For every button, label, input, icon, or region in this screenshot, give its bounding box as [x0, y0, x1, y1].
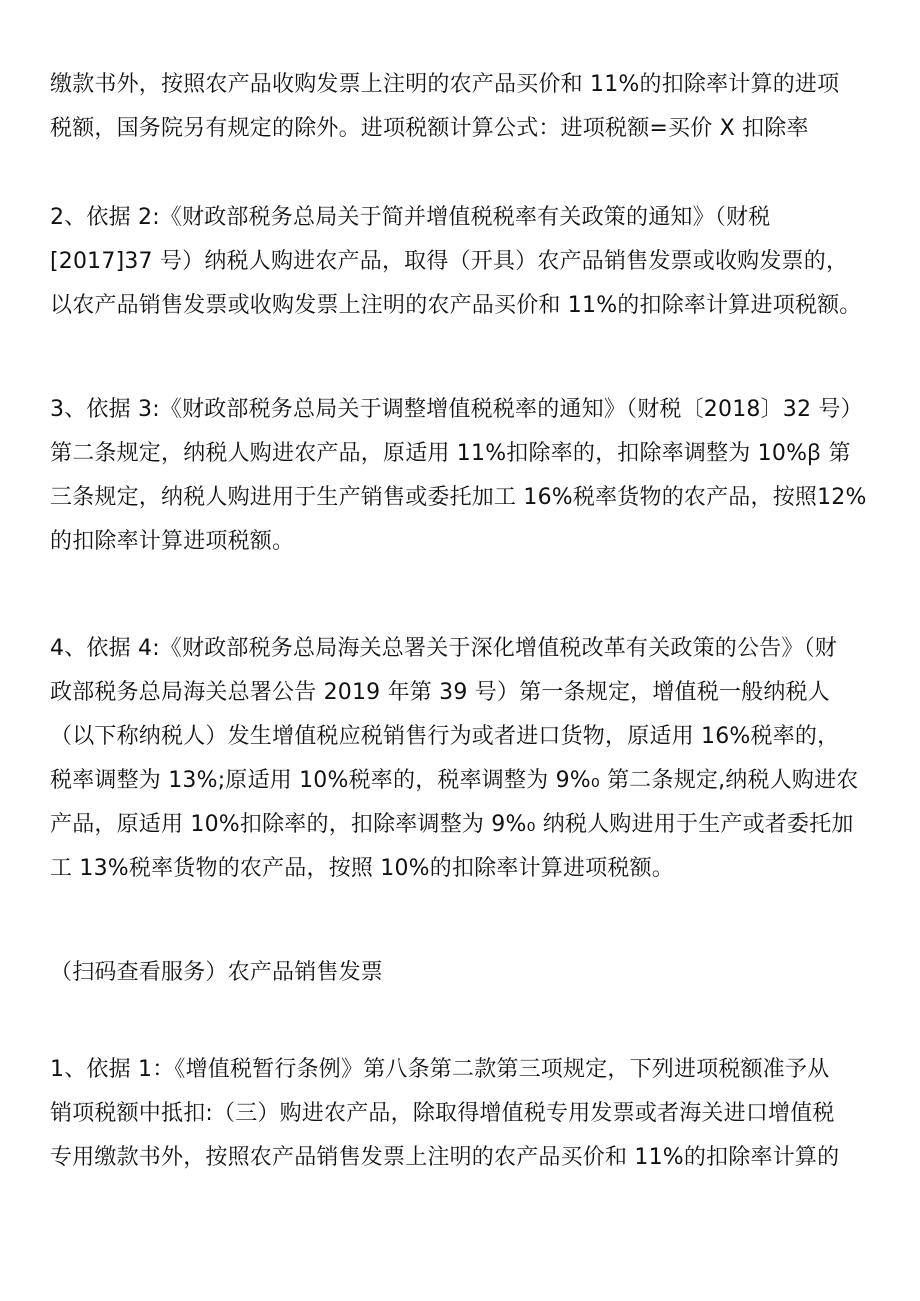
text-line: （扫码查看服务）农产品销售发票 [50, 960, 384, 985]
text-line: 第二条规定，纳税人购进农产品，原适用 11%扣除率的，扣除率调整为 10%ꞵ 第 [50, 441, 851, 466]
text-line: 政部税务总局海关总署公告 2019 年第 39 号）第一条规定，增值税一般纳税人 [50, 680, 830, 705]
text-line: 2、依据 2:《财政部税务总局关于简并增值税税率有关政策的通知》（财税 [50, 205, 771, 230]
text-line: 的扣除率计算进项税额。 [50, 529, 295, 554]
text-line: 3、依据 3:《财政部税务总局关于调整增值税税率的通知》（财税〔2018〕32 号） [50, 397, 863, 422]
text-line: 缴款书外，按照农产品收购发票上注明的农产品买价和 11%的扣除率计算的进项 [50, 72, 840, 97]
paragraph-basis-1 [50, 1048, 880, 1180]
paragraph-basis-4 [50, 627, 880, 891]
text-line: 税率调整为 13%;原适用 10%税率的，税率调整为 9%₀ 第二条规定,纳税人购进农 [50, 768, 859, 793]
paragraph-basis-3 [50, 388, 880, 564]
paragraph-basis-2 [50, 196, 880, 328]
text-line: （以下称纳税人）发生增值税应税销售行为或者进口货物，原适用 16%税率的， [50, 724, 840, 749]
text-line: 三条规定，纳税人购进用于生产销售或委托加工 16%税率货物的农产品，按照12% [50, 485, 867, 510]
text-line: 产品，原适用 10%扣除率的，扣除率调整为 9%₀ 纳税人购进用于生产或者委托加 [50, 812, 854, 837]
text-line: 销项税额中抵扣:（三）购进农产品，除取得增值税专用发票或者海关进口增值税 [50, 1101, 835, 1126]
text-line: [2017]37 号）纳税人购进农产品，取得（开具）农产品销售发票或收购发票的， [50, 249, 849, 274]
text-line: 1、依据 1：《增值税暂行条例》第八条第二款第三项规定，下列进项税额准予从 [50, 1057, 830, 1082]
text-line: 专用缴款书外，按照农产品销售发票上注明的农产品买价和 11%的扣除率计算的 [50, 1145, 840, 1170]
text-line: 以农产品销售发票或收购发票上注明的农产品买价和 11%的扣除率计算进项税额。 [50, 293, 862, 318]
text-line: 4、依据 4:《财政部税务总局海关总署关于深化增值税改革有关政策的公告》（财 [50, 636, 838, 661]
text-line: 税额，国务院另有规定的除外。进项税额计算公式：进项税额=买价 X 扣除率 [50, 116, 809, 141]
text-line: 工 13%税率货物的农产品，按照 10%的扣除率计算进项税额。 [50, 856, 674, 881]
paragraph-intro-continuation [50, 63, 880, 151]
section-heading-sales-invoice [50, 951, 880, 995]
